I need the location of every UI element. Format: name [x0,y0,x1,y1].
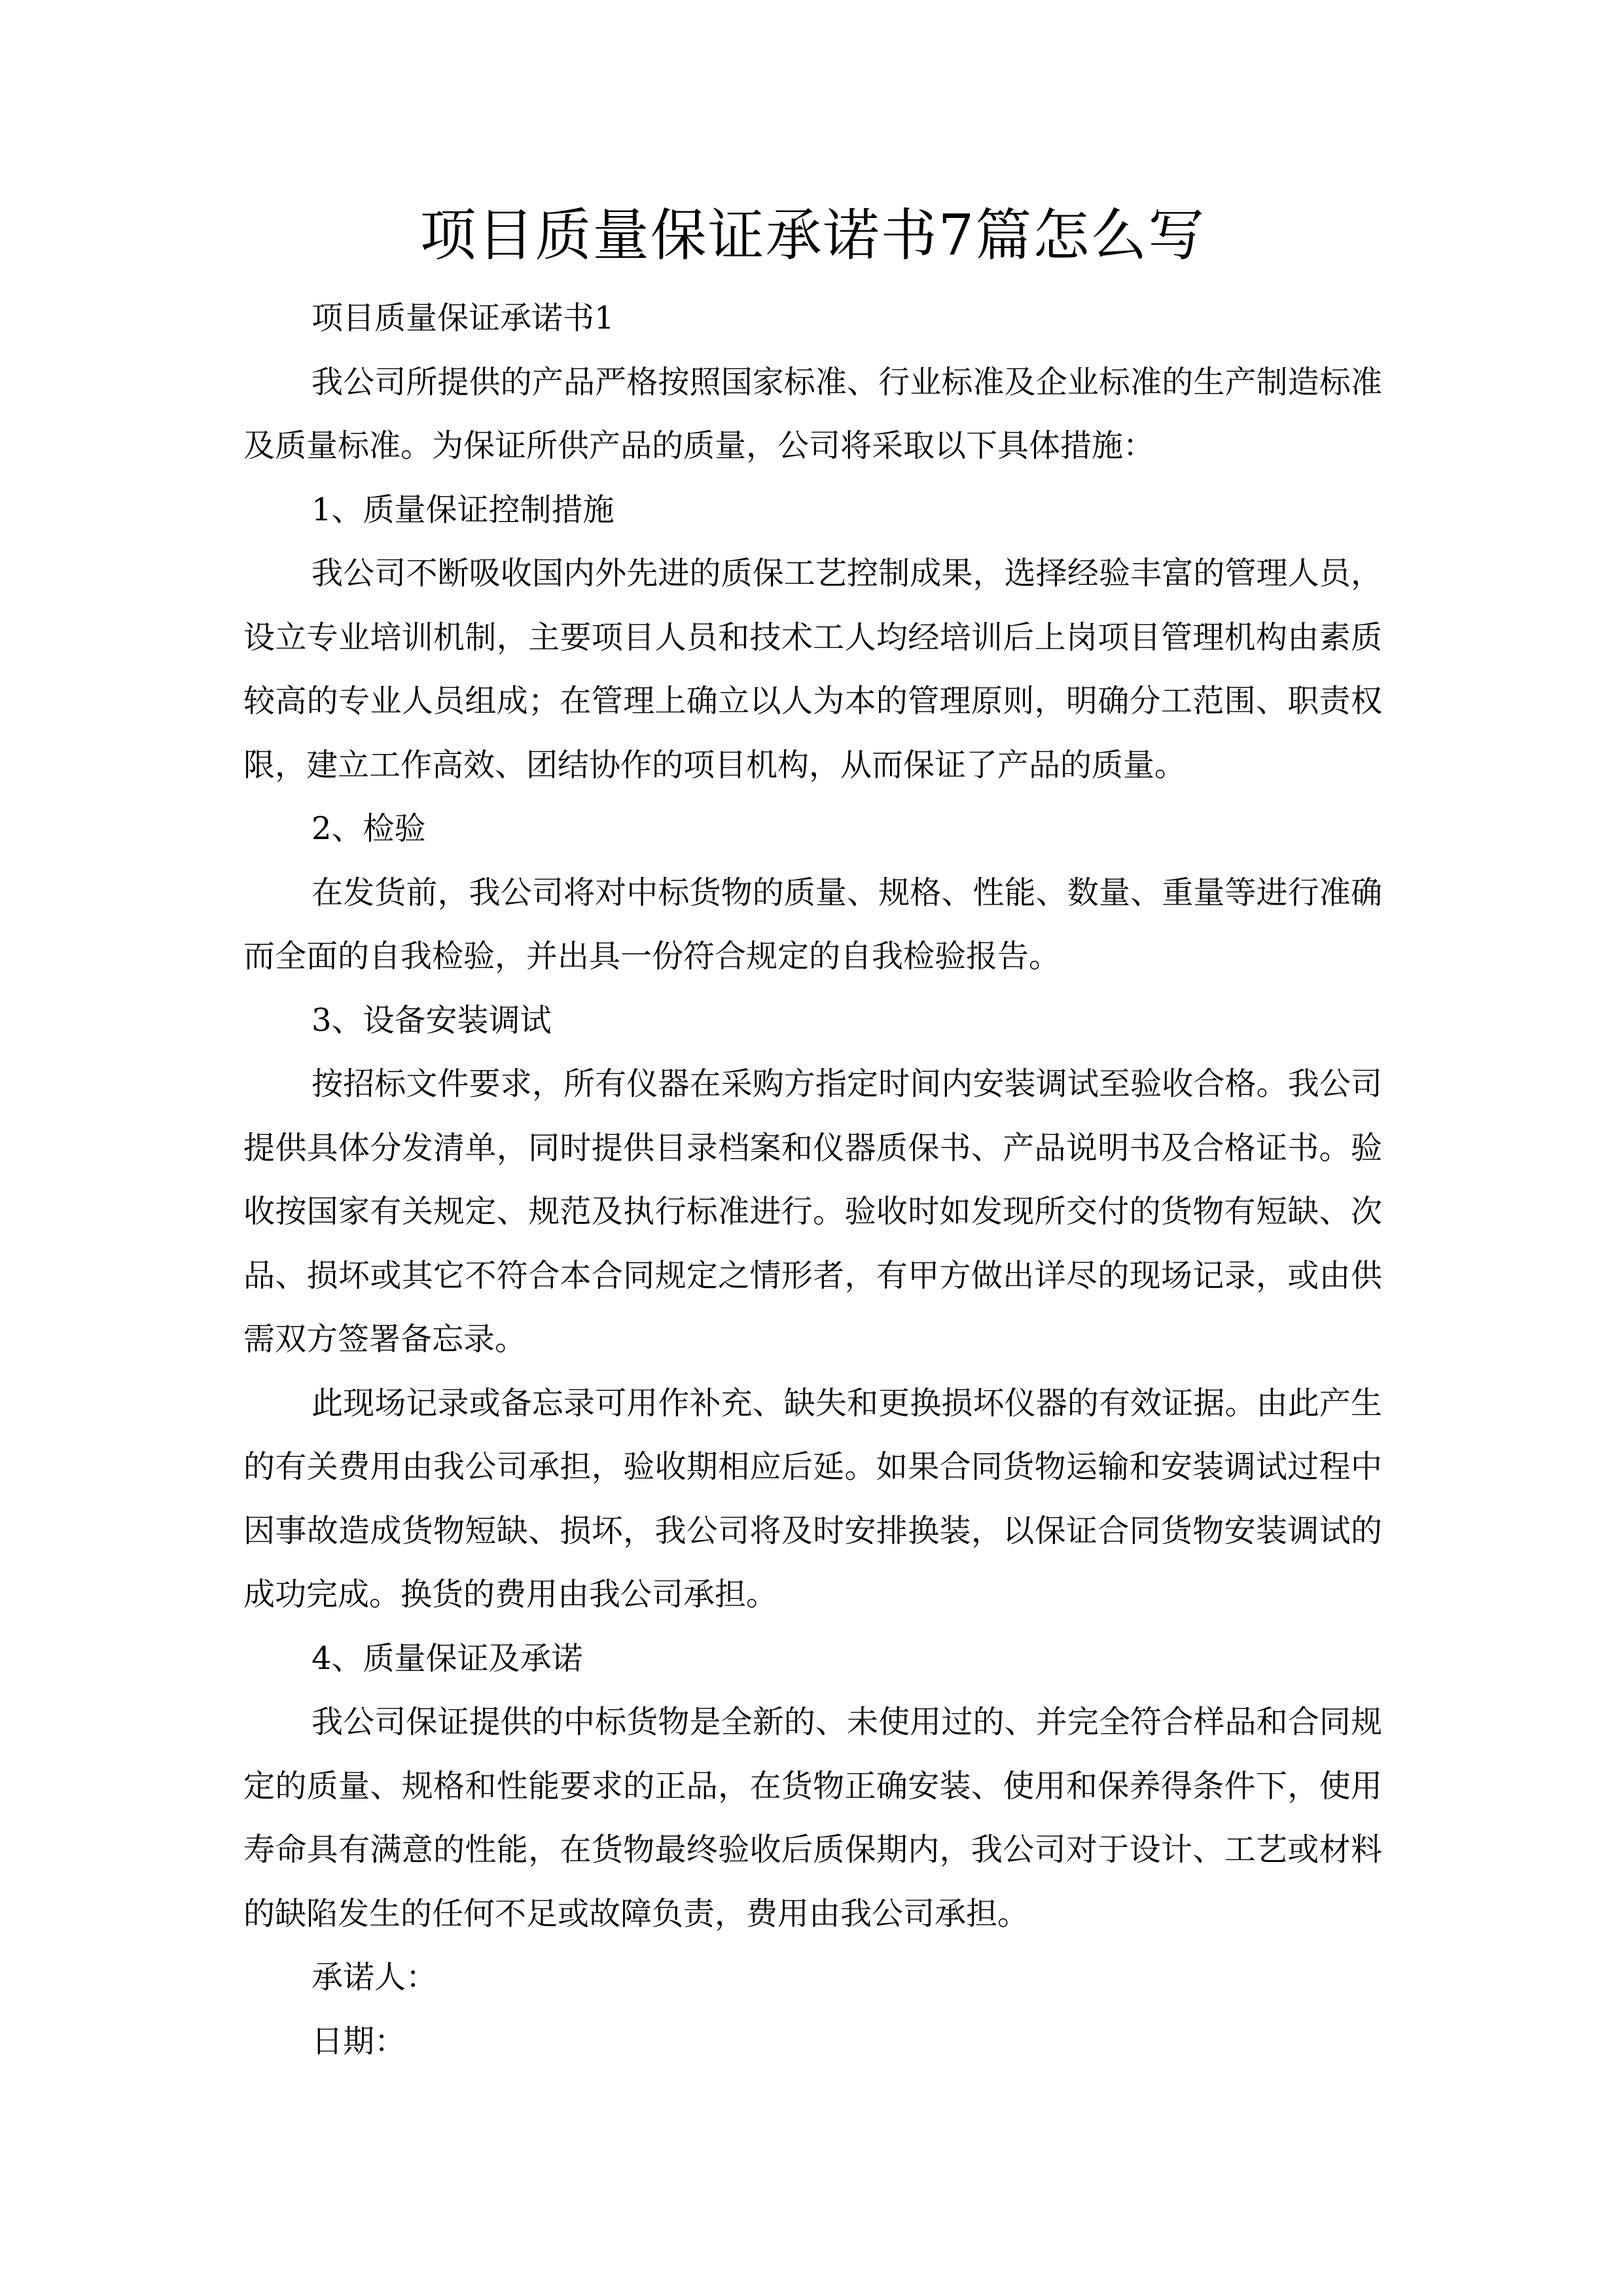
intro-paragraph: 我公司所提供的产品严格按照国家标准、行业标准及企业标准的生产制造标准及质量标准。为保证所供产品的质量，公司将采取以下具体措施： [243,363,1382,464]
section-4-paragraph-1: 我公司保证提供的中标货物是全新的、未使用过的、并完全符合样品和合同规定的质量、规格和性能要求的正品，在货物正确安装、使用和保养得条件下，使用寿命具有满意的性能，在货物最终验收后质保期内，我公司对于设计、工艺或材料的缺陷发生的任何不足或故障负责，费用由我公司承担。 [243,1704,1382,1932]
section-heading-4: 4、质量保证及承诺 [312,1640,583,1677]
section-heading-3: 3、设备安装调试 [312,1001,552,1039]
section-1-paragraph-1: 我公司不断吸收国内外先进的质保工艺控制成果，选择经验丰富的管理人员，设立专业培训机制，主要项目人员和技术工人均经培训后上岗项目管理机构由素质较高的专业人员组成；在管理上确立以人为本的管理原则，明确分工范围、职责权限，建立工作高效、团结协作的项目机构，从而保证了产品的质量。 [243,555,1382,783]
document-body [243,287,1382,2073]
subtitle: 项目质量保证承诺书1 [312,300,615,336]
section-3-paragraph-1: 按招标文件要求，所有仪器在采购方指定时间内安装调试至验收合格。我公司提供具体分发清单，同时提供目录档案和仪器质保书、产品说明书及合格证书。验收按国家有关规定、规范及执行标准进行。验收时如发现所交付的货物有短缺、次品、损坏或其它不符合本合同规定之情形者，有甲方做出详尽的现场记录，或由供需双方签署备忘录。 [243,1066,1382,1357]
section-2-paragraph-1: 在发货前，我公司将对中标货物的质量、规格、性能、数量、重量等进行准确而全面的自我检验，并出具一份符合规定的自我检验报告。 [243,874,1382,975]
section-heading-2: 2、检验 [312,810,426,847]
promisor-label: 承诺人： [312,1959,438,1996]
section-heading-1: 1、质量保证控制措施 [312,491,615,528]
date-label: 日期： [312,2022,406,2060]
section-3-paragraph-2: 此现场记录或备忘录可用作补充、缺失和更换损坏仪器的有效证据。由此产生的有关费用由我公司承担，验收期相应后延。如果合同货物运输和安装调试过程中因事故造成货物短缺、损坏，我公司将及时安排换装，以保证合同货物安装调试的成功完成。换货的费用由我公司承担。 [243,1384,1382,1613]
document-title: 项目质量保证承诺书7篇怎么写 [419,203,1206,268]
